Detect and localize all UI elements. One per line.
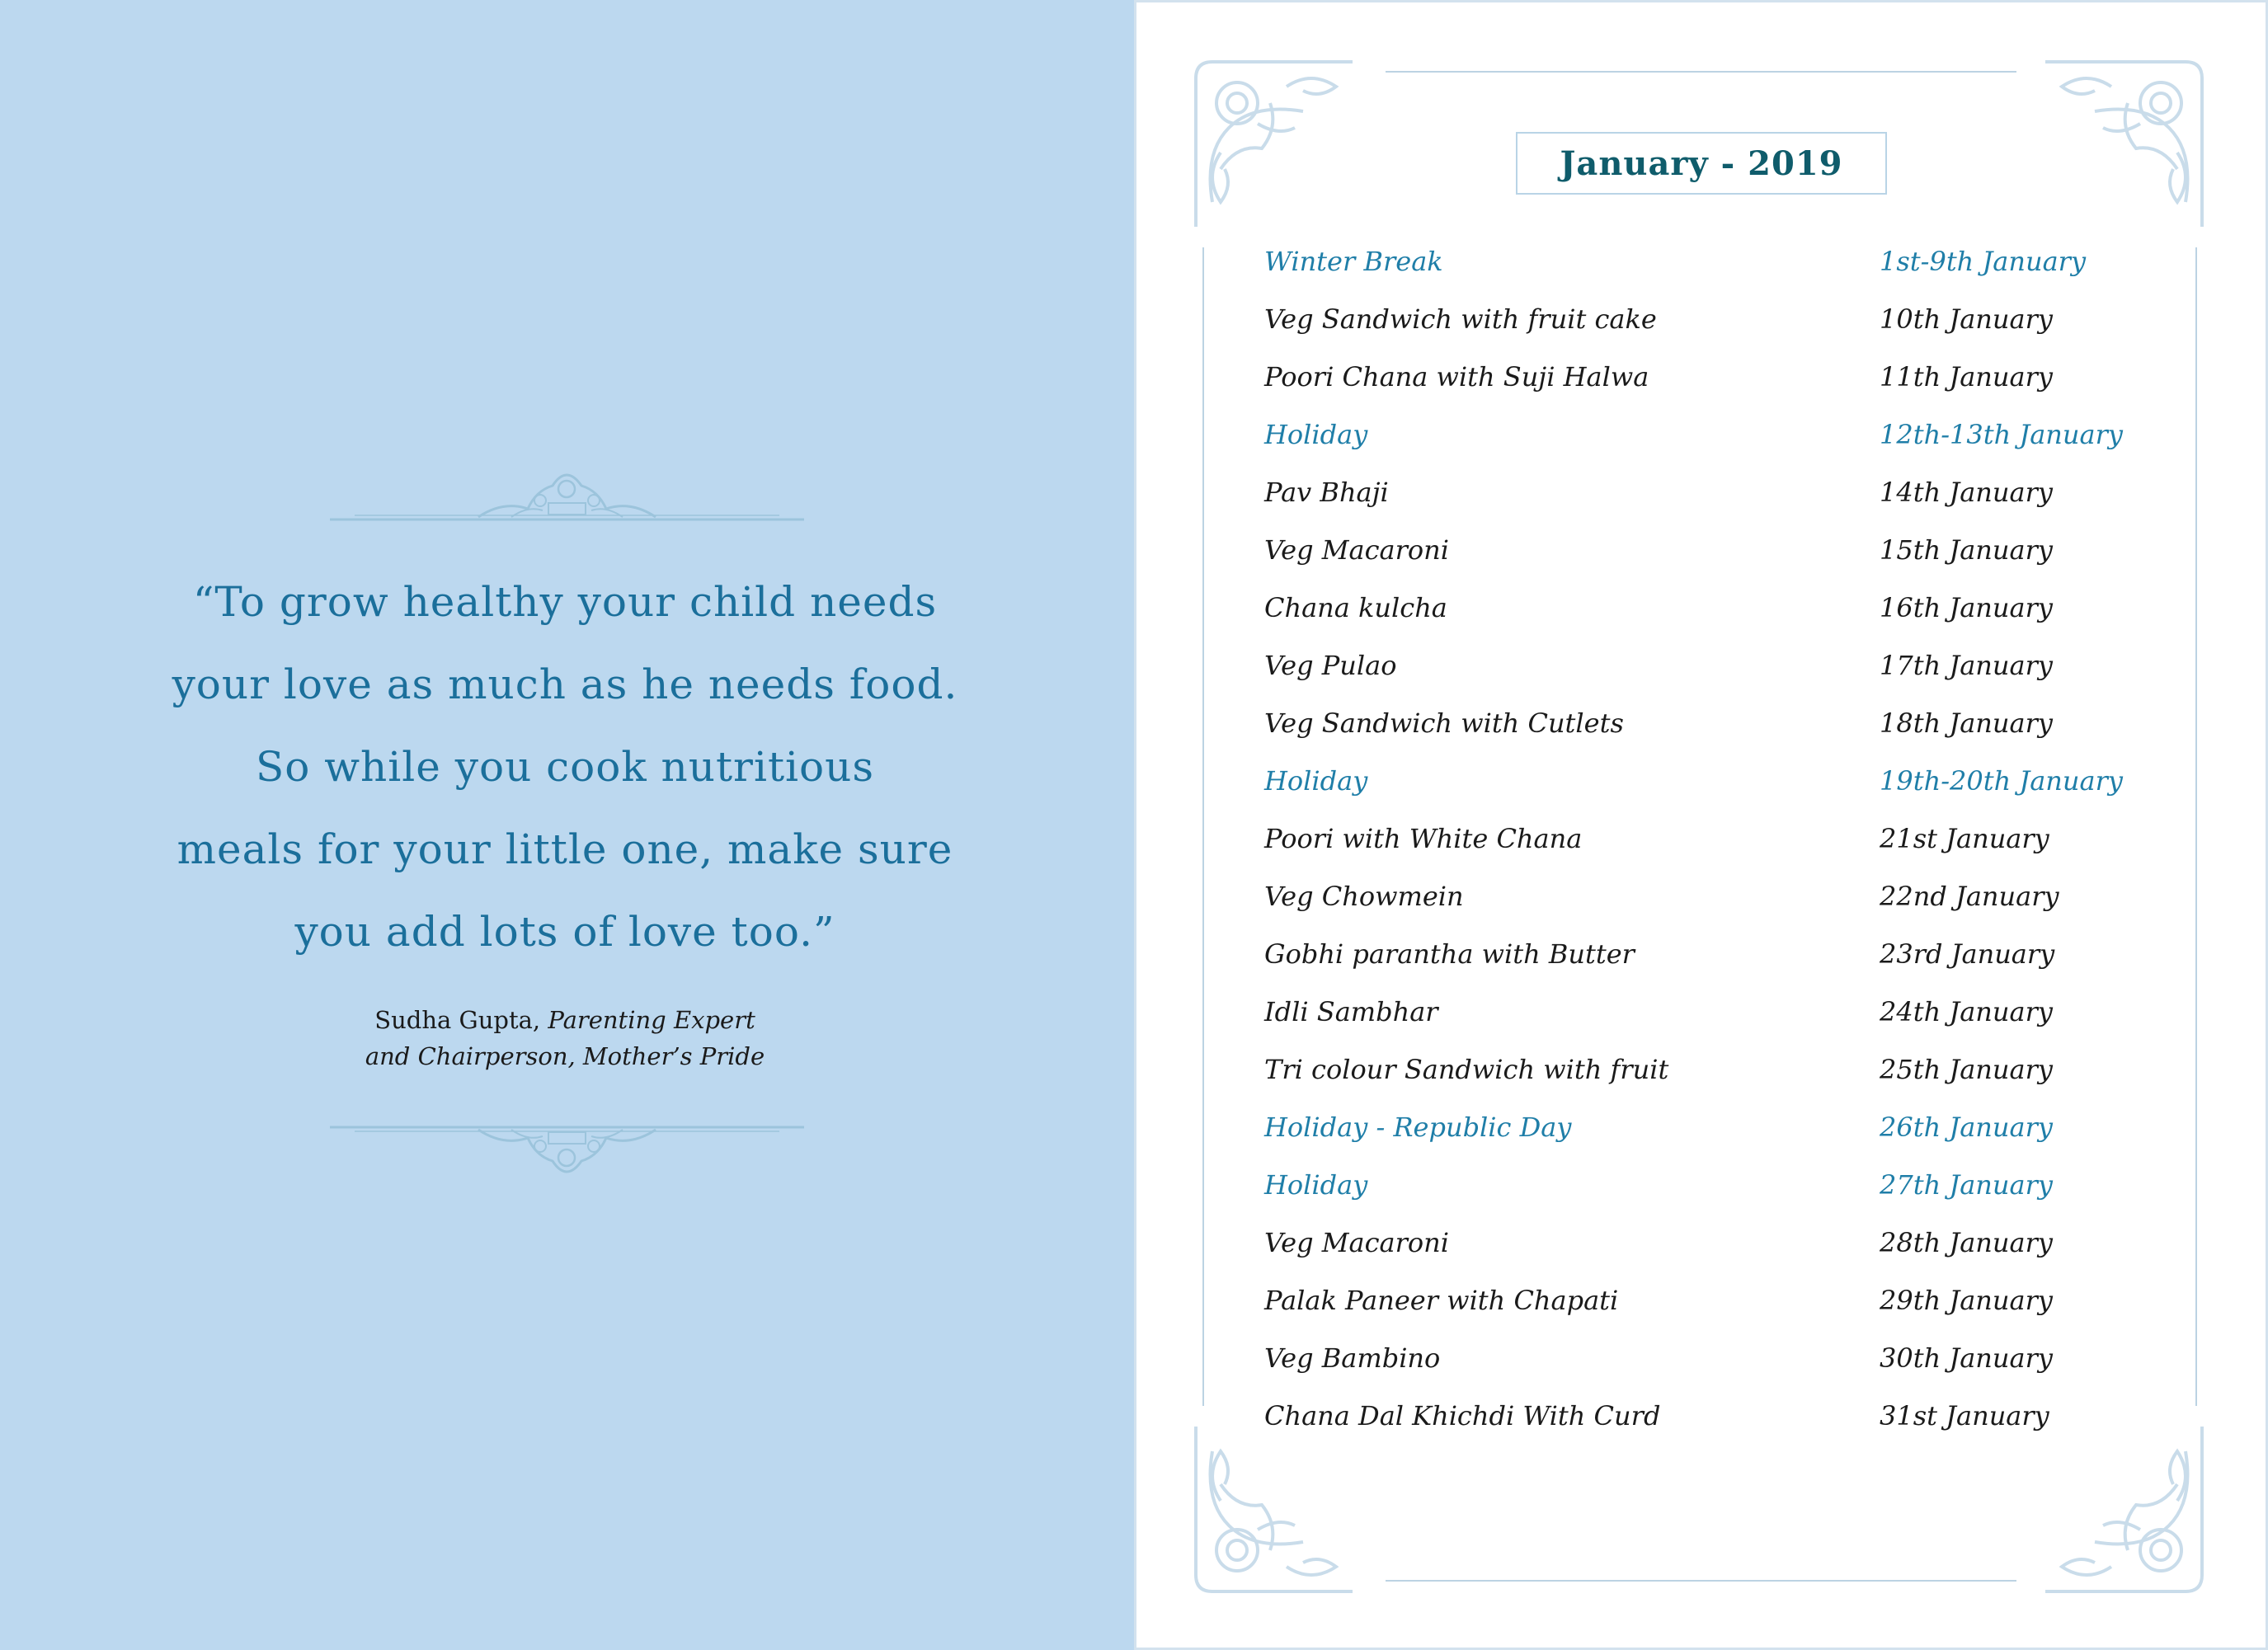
menu-item: Holiday - Republic Day [1264,1112,1572,1143]
menu-list [1264,233,2213,1445]
menu-row [1264,867,2213,925]
menu-item: Holiday [1264,419,1368,450]
holiday-row [1264,233,2213,290]
holiday-row [1264,1098,2213,1156]
menu-row [1264,925,2213,983]
menu-date: 16th January [1880,592,2053,623]
attribution-connector: and [365,1042,418,1070]
bottom-flourish-ornament [330,1115,804,1189]
menu-date: 21st January [1880,823,2049,854]
menu-row [1264,983,2213,1041]
menu-date: 26th January [1880,1112,2053,1143]
menu-item: Idli Sambhar [1264,996,1438,1027]
quote-line: meals for your little one, make sure [176,825,953,873]
menu-date: 15th January [1880,534,2053,566]
menu-item: Poori with White Chana [1264,823,1583,854]
menu-item: Holiday [1264,765,1368,797]
corner-bottom-left-ornament [1188,1418,1361,1600]
top-flourish-ornament [330,458,804,532]
quote-line: your love as much as he needs food. [172,660,958,708]
menu-date: 1st-9th January [1880,246,2087,277]
menu-date: 18th January [1880,707,2053,739]
menu-date: 10th January [1880,303,2053,335]
menu-item: Poori Chana with Suji Halwa [1264,361,1649,393]
menu-date: 24th January [1880,996,2053,1027]
menu-item: Veg Macaroni [1264,1227,1450,1258]
attribution-role: Parenting Expert [548,1006,755,1034]
menu-title: January - 2019 [1516,132,1887,195]
menu-row [1264,1041,2213,1098]
menu-date: 28th January [1880,1227,2053,1258]
menu-date: 14th January [1880,477,2053,508]
quote-attribution [247,1002,882,1074]
menu-row [1264,1272,2213,1329]
menu-date: 19th-20th January [1880,765,2123,797]
menu-date: 12th-13th January [1880,419,2123,450]
menu-row [1264,463,2213,521]
menu-date: 11th January [1880,361,2053,393]
menu-item: Veg Chowmein [1264,881,1464,912]
corner-top-left-ornament [1188,54,1361,235]
corner-top-right-ornament [2037,54,2210,235]
menu-item: Winter Break [1264,246,1443,277]
menu-date: 30th January [1880,1342,2053,1374]
menu-date: 17th January [1880,650,2053,681]
menu-item: Palak Paneer with Chapati [1264,1285,1619,1316]
menu-item: Veg Macaroni [1264,534,1450,566]
corner-bottom-right-ornament [2037,1418,2210,1600]
menu-date: 29th January [1880,1285,2053,1316]
attribution-role: Chairperson, Mother’s Pride [417,1042,765,1070]
quote-line: you add lots of love too.” [294,908,835,956]
menu-item: Veg Pulao [1264,650,1397,681]
menu-item: Gobhi parantha with Butter [1264,938,1635,970]
quote [132,561,998,973]
quote-line: “To grow healthy your child needs [192,578,938,626]
menu-date: 23rd January [1880,938,2055,970]
menu-item: Chana Dal Khichdi With Curd [1264,1400,1661,1431]
holiday-row [1264,1156,2213,1214]
menu-row [1264,637,2213,694]
menu-date: 27th January [1880,1169,2053,1201]
menu-row [1264,290,2213,348]
menu-item: Holiday [1264,1169,1368,1201]
attribution-name: Sudha Gupta, [374,1006,548,1034]
frame-bottom-line [1386,1580,2016,1582]
menu-row [1264,1214,2213,1272]
quote-line: So while you cook nutritious [256,743,874,791]
menu-date: 22nd January [1880,881,2059,912]
menu-date: 25th January [1880,1054,2053,1085]
menu-date: 31st January [1880,1400,2049,1431]
frame-top-line [1386,71,2016,73]
menu-row [1264,521,2213,579]
menu-row [1264,694,2213,752]
frame-left-line [1202,247,1204,1406]
holiday-row [1264,752,2213,810]
menu-item: Veg Sandwich with Cutlets [1264,707,1624,739]
holiday-row [1264,406,2213,463]
menu-item: Tri colour Sandwich with fruit [1264,1054,1669,1085]
menu-item: Pav Bhaji [1264,477,1389,508]
menu-row [1264,810,2213,867]
menu-item: Chana kulcha [1264,592,1447,623]
menu-item: Veg Bambino [1264,1342,1441,1374]
menu-row [1264,579,2213,637]
menu-item: Veg Sandwich with fruit cake [1264,303,1657,335]
menu-row [1264,348,2213,406]
menu-row [1264,1387,2213,1445]
menu-row [1264,1329,2213,1387]
